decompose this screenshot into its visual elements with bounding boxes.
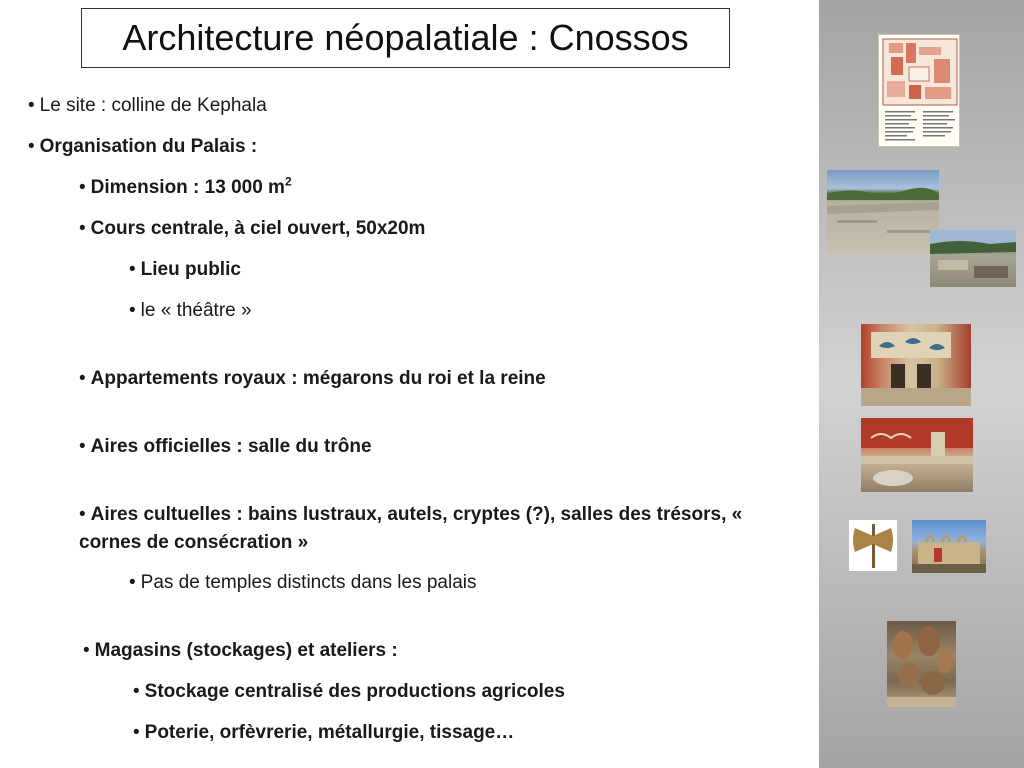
palace-plan-image — [878, 34, 960, 147]
court-detail-drawing — [930, 230, 1016, 287]
bullet-mark: • — [79, 504, 86, 525]
bullet-aires-cultuelles — [79, 501, 779, 557]
superscript: 2 — [284, 174, 292, 189]
central-court-photo — [827, 170, 939, 254]
bullet-mark: • — [129, 300, 136, 321]
bullet-mark: • — [79, 177, 86, 198]
bullet-mark: • — [133, 681, 140, 702]
bullet-text: Aires cultuelles : bains lustraux, autels, cryptes (?), salles des trésors, « cornes de consécration » — [79, 504, 743, 553]
megaron-fresco-photo — [861, 324, 971, 406]
bullet-text: Pas de temples distincts dans les palais — [140, 572, 477, 593]
horns-drawing — [912, 520, 986, 573]
bullet-text: Organisation du Palais : — [39, 136, 258, 157]
bullet-text: Lieu public — [140, 259, 241, 280]
double-axe-drawing — [849, 520, 897, 571]
throne-room-drawing — [861, 418, 973, 492]
court-detail-photo — [930, 230, 1016, 287]
bullet-mark: • — [79, 436, 86, 457]
bullet-text: Appartements royaux : mégarons du roi et la reine — [90, 368, 546, 389]
central-court-drawing — [827, 170, 939, 254]
palace-plan-drawing — [879, 35, 960, 147]
bullet-text: Cours centrale, à ciel ouvert, 50x20m — [90, 218, 426, 239]
slide-title — [81, 8, 730, 68]
slide-title-text: Architecture néopalatiale : Cnossos — [122, 17, 689, 58]
bullet-text: Aires officielles : salle du trône — [90, 436, 372, 457]
bullet-magasins — [83, 639, 398, 663]
megaron-fresco-drawing — [861, 324, 971, 406]
bullet-mark: • — [129, 259, 136, 280]
bullet-appartements — [79, 367, 546, 391]
bullet-cours — [79, 217, 425, 241]
bullet-aires-officielles — [79, 435, 372, 459]
bullet-mark: • — [83, 640, 90, 661]
bullet-mark: • — [129, 572, 136, 593]
bullet-organisation — [28, 135, 257, 159]
bullet-dimension — [79, 176, 292, 200]
bullet-poterie — [133, 721, 514, 745]
bullet-text: Dimension : 13 000 m — [90, 177, 285, 198]
bullet-theatre — [129, 299, 252, 323]
bullet-text: Magasins (stockages) et ateliers : — [94, 640, 398, 661]
bullet-text: Poterie, orfèvrerie, métallurgie, tissage… — [144, 722, 515, 743]
bullet-mark: • — [28, 95, 35, 116]
throne-room-photo — [861, 418, 973, 492]
double-axe-photo — [849, 520, 897, 571]
bullet-text: Le site : colline de Kephala — [39, 95, 267, 116]
bullet-mark: • — [79, 218, 86, 239]
bullet-site — [28, 94, 267, 118]
storage-jars-photo — [887, 621, 956, 707]
bullet-mark: • — [79, 368, 86, 389]
bullet-lieu-public — [129, 258, 241, 282]
bullet-temples — [129, 571, 477, 595]
bullet-text: le « théâtre » — [140, 300, 252, 321]
bullet-text: Stockage centralisé des productions agricoles — [144, 681, 565, 702]
bullet-mark: • — [133, 722, 140, 743]
horns-of-consecration-photo — [912, 520, 986, 573]
bullet-stockage — [133, 680, 565, 704]
bullet-mark: • — [28, 136, 35, 157]
storage-jars-drawing — [887, 621, 956, 707]
